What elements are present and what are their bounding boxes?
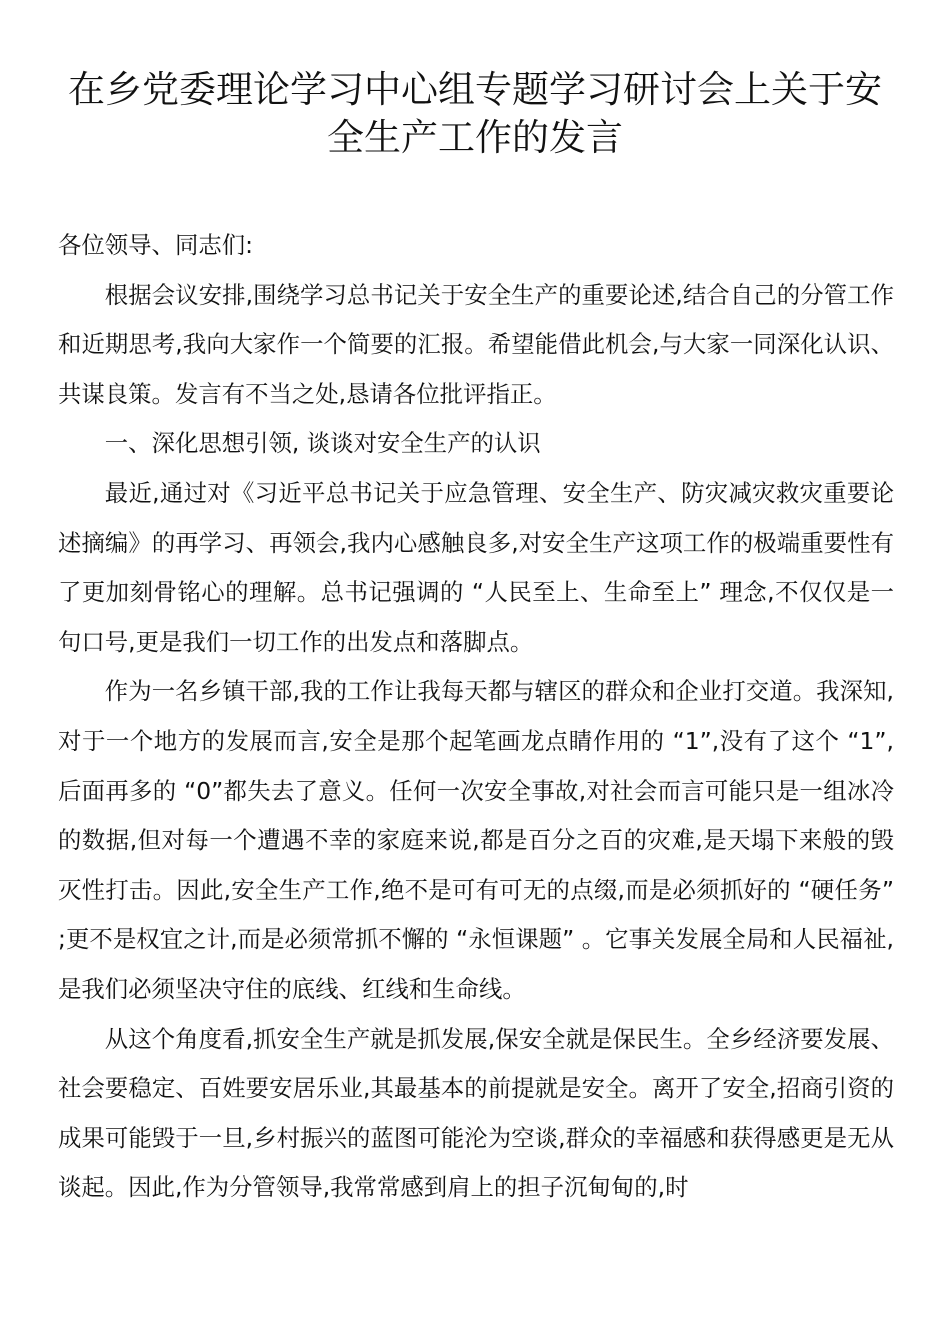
document-title: 在乡党委理论学习中心组专题学习研讨会上关于安全生产工作的发言: [68, 68, 882, 159]
document-body: [58, 221, 894, 1213]
salutation: 各位领导、同志们:: [58, 231, 254, 259]
paragraph-intro: 根据会议安排,围绕学习总书记关于安全生产的重要论述,结合自己的分管工作和近期思考,我向大家作一个简要的汇报。希望能借此机会,与大家一同深化认识、共谋良策。发言有不当之处,恳请各位批评指正。: [58, 280, 894, 408]
paragraph-study: 最近,通过对《习近平总书记关于应急管理、安全生产、防灾减灾救灾重要论述摘编》的再学习、再领会,我内心感触良多,对安全生产这项工作的极端重要性有了更加刻骨铭心的理解。总书记强调的 “人民至上、生命至上” 理念,不仅仅是一句口号,更是我们一切工作的出发点和落脚点。: [58, 478, 894, 656]
paragraph-importance: 作为一名乡镇干部,我的工作让我每天都与辖区的群众和企业打交道。我深知,对于一个地方的发展而言,安全是那个起笔画龙点睛作用的 “1”,没有了这个 “1”,后面再多的 “0”都失去了意义。任何一次安全事故,对社会而言可能只是一组冰冷的数据,但对每一个遭遇不幸的家庭来说,都是百分之百的灾难,是天塌下来般的毁灭性打击。因此,安全生产工作,绝不是可有可无的点缀,而是必须抓好的 “硬任务” ;更不是权宜之计,而是必须常抓不懈的 “永恒课题” 。它事关发展全局和人民福祉,是我们必须坚决守住的底线、红线和生命线。: [58, 677, 894, 1003]
paragraph-development: 从这个角度看,抓安全生产就是抓发展,保安全就是保民生。全乡经济要发展、社会要稳定、百姓要安居乐业,其最基本的前提就是安全。离开了安全,招商引资的成果可能毁于一旦,乡村振兴的蓝图可能沦为空谈,群众的幸福感和获得感更是无从谈起。因此,作为分管领导,我常常感到肩上的担子沉甸甸的,时: [58, 1024, 894, 1202]
section-heading-1: 一、深化思想引领, 谈谈对安全生产的认识: [104, 429, 541, 458]
